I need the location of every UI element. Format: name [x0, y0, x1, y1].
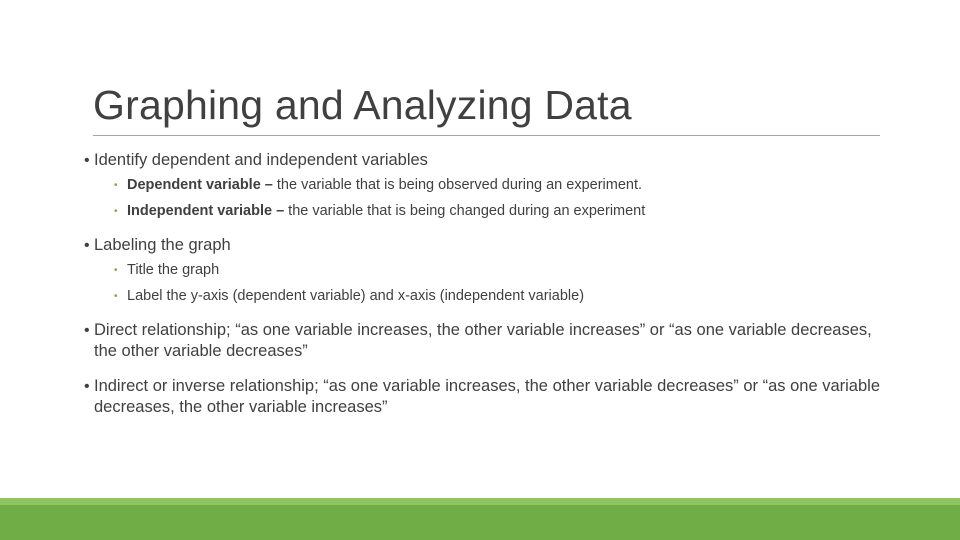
slide-title: Graphing and Analyzing Data: [93, 82, 632, 128]
sub-bullet-list: [94, 176, 884, 221]
sub-bullet-term: Dependent variable –: [127, 177, 277, 193]
bullet-text: Indirect or inverse relationship; “as one variable increases, the other variable decreases” or “as one variable decreases, the other variable increases”: [94, 377, 880, 416]
sub-bullet-item: [94, 202, 884, 221]
sub-bullet-text: Label the y-axis (dependent variable) and x-axis (independent variable): [127, 288, 585, 304]
bullet-text: Identify dependent and independent variables: [94, 151, 428, 169]
bullet-dot-icon: •: [84, 237, 90, 254]
bullet-text: Labeling the graph: [94, 236, 231, 254]
bullet-item: [84, 150, 884, 221]
bullet-item: [84, 235, 884, 306]
sub-bullet-item: [94, 261, 884, 280]
bullet-dot-icon: •: [84, 152, 90, 169]
sub-bullet-text: Title the graph: [127, 262, 220, 278]
title-divider: [93, 135, 880, 136]
bullet-text: Direct relationship; “as one variable increases, the other variable increases” or “as one variable decreases, the other variable decreases”: [94, 321, 872, 360]
bullet-dot-icon: •: [84, 378, 90, 395]
sub-bullet-item: [94, 287, 884, 306]
bullet-item: [84, 320, 884, 362]
bullet-item: [84, 376, 884, 418]
sub-bullet-term: Independent variable –: [127, 203, 289, 219]
slide-content: [84, 150, 884, 418]
sub-bullet-dot-icon: •: [114, 206, 118, 217]
sub-bullet-list: [94, 261, 884, 306]
bullet-dot-icon: •: [84, 322, 90, 339]
sub-bullet-text: the variable that is being observed during an experiment.: [276, 177, 643, 193]
sub-bullet-item: [94, 176, 884, 195]
sub-bullet-dot-icon: •: [114, 291, 118, 302]
sub-bullet-dot-icon: •: [114, 180, 118, 191]
sub-bullet-dot-icon: •: [114, 265, 118, 276]
footer-accent-highlight: [0, 498, 960, 505]
sub-bullet-text: the variable that is being changed during an experiment: [288, 203, 646, 219]
